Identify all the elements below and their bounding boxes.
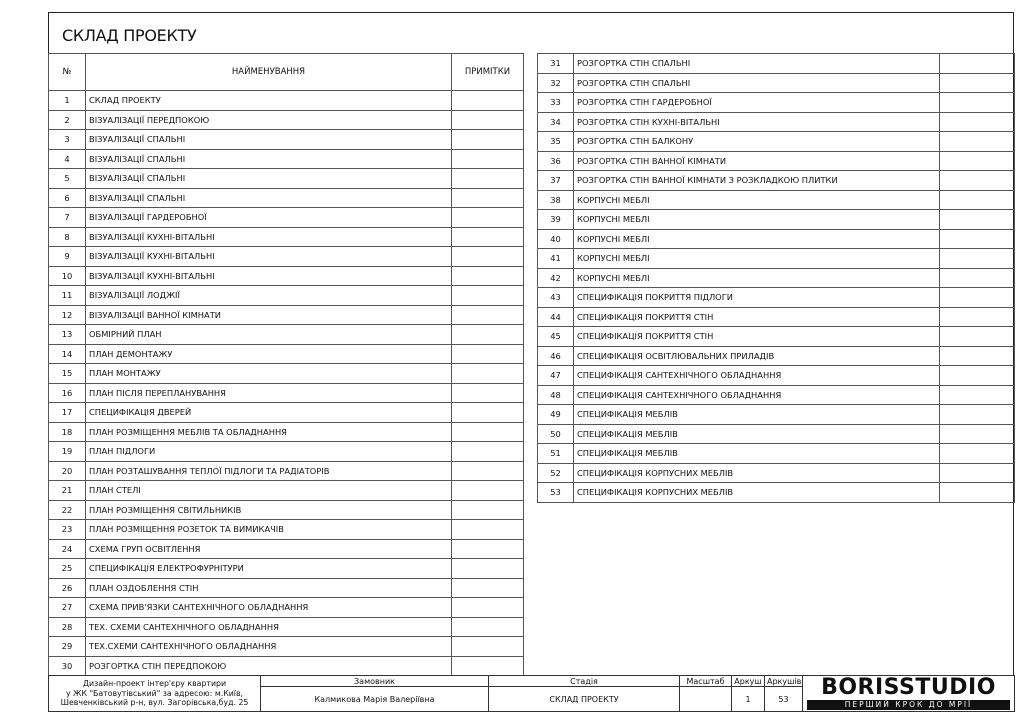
row-notes: [452, 520, 524, 540]
table-row: [538, 151, 1015, 171]
row-number: 52: [538, 463, 574, 483]
row-number: 39: [538, 210, 574, 230]
table-row: [49, 208, 524, 228]
row-notes: [940, 171, 1015, 191]
row-title: СПЕЦИФІКАЦІЯ ЕЛЕКТРОФУРНІТУРИ: [86, 559, 452, 579]
table-row: [49, 364, 524, 384]
table-row: [49, 637, 524, 657]
row-notes: [940, 405, 1015, 425]
row-title: РОЗГОРТКА СТІН ВАННОЇ КІМНАТИ: [574, 151, 940, 171]
row-number: 31: [538, 54, 574, 74]
row-title: ПЛАН РОЗТАШУВАННЯ ТЕПЛОЇ ПІДЛОГИ ТА РАДІАТОРІВ: [86, 461, 452, 481]
row-title: ТЕХ. СХЕМИ САНТЕХНІЧНОГО ОБЛАДНАННЯ: [86, 617, 452, 637]
row-notes: [452, 364, 524, 384]
row-number: 32: [538, 73, 574, 93]
logo-tagline: ПЕРШИЙ КРОК ДО МРІЇ: [807, 700, 1010, 710]
table-row: [49, 481, 524, 501]
row-title: РОЗГОРТКА СТІН СПАЛЬНІ: [574, 73, 940, 93]
row-notes: [940, 346, 1015, 366]
row-title: СПЕЦИФІКАЦІЯ САНТЕХНІЧНОГО ОБЛАДНАННЯ: [574, 366, 940, 386]
row-number: 46: [538, 346, 574, 366]
row-number: 48: [538, 385, 574, 405]
table-row: [538, 444, 1015, 464]
table-row: [538, 405, 1015, 425]
row-notes: [940, 288, 1015, 308]
header-name: НАЙМЕНУВАННЯ: [86, 54, 452, 91]
row-title: РОЗГОРТКА СТІН ГАРДЕРОБНОЇ: [574, 93, 940, 113]
row-number: 38: [538, 190, 574, 210]
table-row: [49, 247, 524, 267]
contents-table-right: [537, 53, 1015, 503]
row-notes: [452, 422, 524, 442]
row-title: ПЛАН РОЗМІЩЕННЯ СВІТИЛЬНИКІВ: [86, 500, 452, 520]
row-number: 44: [538, 307, 574, 327]
client-label: Замовник: [261, 676, 489, 687]
row-notes: [452, 130, 524, 150]
sheet-label: Аркуш: [732, 676, 765, 687]
table-row: [49, 559, 524, 579]
row-number: 2: [49, 110, 86, 130]
row-number: 29: [49, 637, 86, 657]
row-title: ВІЗУАЛІЗАЦІЇ ГАРДЕРОБНОЇ: [86, 208, 452, 228]
table-row: [538, 93, 1015, 113]
row-number: 23: [49, 520, 86, 540]
row-title: КОРПУСНІ МЕБЛІ: [574, 190, 940, 210]
row-number: 20: [49, 461, 86, 481]
table-row: [49, 130, 524, 150]
table-row: [49, 442, 524, 462]
row-title: ВІЗУАЛІЗАЦІЇ СПАЛЬНІ: [86, 149, 452, 169]
row-title: КОРПУСНІ МЕБЛІ: [574, 268, 940, 288]
row-title: ОБМІРНИЙ ПЛАН: [86, 325, 452, 345]
row-title: СПЕЦИФІКАЦІЯ ОСВІТЛЮВАЛЬНИХ ПРИЛАДІВ: [574, 346, 940, 366]
row-title: СПЕЦИФІКАЦІЯ МЕБЛІВ: [574, 424, 940, 444]
table-row: [538, 307, 1015, 327]
row-number: 22: [49, 500, 86, 520]
row-title: ВІЗУАЛІЗАЦІЇ КУХНІ-ВІТАЛЬНІ: [86, 266, 452, 286]
row-number: 13: [49, 325, 86, 345]
row-title: СКЛАД ПРОЕКТУ: [86, 91, 452, 111]
table-row: [49, 383, 524, 403]
row-notes: [452, 149, 524, 169]
row-notes: [452, 247, 524, 267]
row-number: 5: [49, 169, 86, 189]
stage-value: СКЛАД ПРОЕКТУ: [489, 687, 680, 712]
stage-label: Стадія: [489, 676, 680, 687]
page-title: СКЛАД ПРОЕКТУ: [62, 26, 197, 45]
header-notes: ПРИМІТКИ: [452, 54, 524, 91]
table-row: [49, 617, 524, 637]
row-title: ПЛАН ДЕМОНТАЖУ: [86, 344, 452, 364]
sheets-label: Аркушів: [765, 676, 803, 687]
row-title: КОРПУСНІ МЕБЛІ: [574, 210, 940, 230]
row-title: ВІЗУАЛІЗАЦІЇ СПАЛЬНІ: [86, 130, 452, 150]
table-row: [49, 91, 524, 111]
row-number: 10: [49, 266, 86, 286]
row-title: СХЕМА ПРИВ'ЯЗКИ САНТЕХНІЧНОГО ОБЛАДНАННЯ: [86, 598, 452, 618]
row-notes: [940, 210, 1015, 230]
table-row: [49, 403, 524, 423]
row-notes: [940, 444, 1015, 464]
row-notes: [452, 208, 524, 228]
row-notes: [452, 500, 524, 520]
row-number: 18: [49, 422, 86, 442]
row-title: СПЕЦИФІКАЦІЯ САНТЕХНІЧНОГО ОБЛАДНАННЯ: [574, 385, 940, 405]
table-row: [49, 520, 524, 540]
contents-table-left: [48, 53, 524, 676]
sheets-value: 53: [765, 687, 803, 712]
row-notes: [452, 325, 524, 345]
row-title: ТЕХ.СХЕМИ САНТЕХНІЧНОГО ОБЛАДНАННЯ: [86, 637, 452, 657]
title-block: [48, 675, 1014, 712]
row-notes: [452, 481, 524, 501]
table-row: [49, 598, 524, 618]
table-row: [49, 286, 524, 306]
row-title: СПЕЦИФІКАЦІЯ ПОКРИТТЯ СТІН: [574, 327, 940, 347]
table-row: [538, 73, 1015, 93]
row-title: ВІЗУАЛІЗАЦІЇ СПАЛЬНІ: [86, 169, 452, 189]
row-notes: [940, 132, 1015, 152]
row-number: 30: [49, 656, 86, 676]
row-notes: [452, 344, 524, 364]
row-notes: [940, 366, 1015, 386]
table-row: [49, 266, 524, 286]
row-number: 43: [538, 288, 574, 308]
row-title: ВІЗУАЛІЗАЦІЇ ПЕРЕДПОКОЮ: [86, 110, 452, 130]
row-title: ПЛАН ПІДЛОГИ: [86, 442, 452, 462]
row-notes: [940, 151, 1015, 171]
row-title: ВІЗУАЛІЗАЦІЇ ВАННОЇ КІМНАТИ: [86, 305, 452, 325]
table-row: [538, 288, 1015, 308]
row-title: СПЕЦИФІКАЦІЯ КОРПУСНИХ МЕБЛІВ: [574, 483, 940, 503]
row-notes: [452, 91, 524, 111]
studio-logo: [803, 676, 1015, 712]
table-row: [49, 461, 524, 481]
row-number: 25: [49, 559, 86, 579]
row-number: 41: [538, 249, 574, 269]
project-desc-line-1: Дизайн-проект інтер'єру квартири: [82, 679, 227, 689]
row-notes: [940, 307, 1015, 327]
row-number: 40: [538, 229, 574, 249]
row-notes: [452, 286, 524, 306]
row-notes: [452, 403, 524, 423]
row-number: 26: [49, 578, 86, 598]
row-notes: [452, 578, 524, 598]
table-row: [538, 424, 1015, 444]
row-notes: [452, 305, 524, 325]
row-number: 37: [538, 171, 574, 191]
row-number: 6: [49, 188, 86, 208]
row-notes: [940, 483, 1015, 503]
row-title: РОЗГОРТКА СТІН КУХНІ-ВІТАЛЬНІ: [574, 112, 940, 132]
row-title: РОЗГОРТКА СТІН ПЕРЕДПОКОЮ: [86, 656, 452, 676]
row-title: ВІЗУАЛІЗАЦІЇ КУХНІ-ВІТАЛЬНІ: [86, 247, 452, 267]
row-notes: [940, 327, 1015, 347]
row-notes: [452, 656, 524, 676]
row-notes: [940, 54, 1015, 74]
header-num: №: [49, 54, 86, 91]
row-number: 24: [49, 539, 86, 559]
row-notes: [940, 112, 1015, 132]
row-title: ПЛАН МОНТАЖУ: [86, 364, 452, 384]
row-title: ВІЗУАЛІЗАЦІЇ КУХНІ-ВІТАЛЬНІ: [86, 227, 452, 247]
row-number: 14: [49, 344, 86, 364]
row-notes: [452, 461, 524, 481]
row-title: СПЕЦИФІКАЦІЯ МЕБЛІВ: [574, 444, 940, 464]
row-title: ПЛАН РОЗМІЩЕННЯ МЕБЛІВ ТА ОБЛАДНАННЯ: [86, 422, 452, 442]
row-title: ПЛАН ОЗДОБЛЕННЯ СТІН: [86, 578, 452, 598]
table-row: [538, 385, 1015, 405]
table-row: [49, 539, 524, 559]
row-notes: [940, 268, 1015, 288]
table-header-row: [49, 54, 524, 91]
scale-value: [680, 687, 732, 712]
table-row: [49, 500, 524, 520]
row-notes: [452, 617, 524, 637]
table-row: [49, 227, 524, 247]
row-number: 3: [49, 130, 86, 150]
row-title: ПЛАН ПІСЛЯ ПЕРЕПЛАНУВАННЯ: [86, 383, 452, 403]
row-title: СПЕЦИФІКАЦІЯ ПОКРИТТЯ СТІН: [574, 307, 940, 327]
row-notes: [452, 559, 524, 579]
row-number: 35: [538, 132, 574, 152]
row-number: 21: [49, 481, 86, 501]
table-row: [538, 171, 1015, 191]
row-notes: [940, 385, 1015, 405]
sheet-value: 1: [732, 687, 765, 712]
table-row: [538, 132, 1015, 152]
project-description: [49, 676, 261, 712]
table-row: [538, 268, 1015, 288]
table-row: [49, 578, 524, 598]
row-number: 1: [49, 91, 86, 111]
row-number: 53: [538, 483, 574, 503]
row-number: 45: [538, 327, 574, 347]
table-row: [49, 422, 524, 442]
table-row: [538, 54, 1015, 74]
table-row: [538, 463, 1015, 483]
row-number: 28: [49, 617, 86, 637]
table-row: [49, 325, 524, 345]
client-value: Калмикова Марія Валеріївна: [261, 687, 489, 712]
row-number: 9: [49, 247, 86, 267]
table-row: [538, 210, 1015, 230]
row-number: 34: [538, 112, 574, 132]
scale-label: Масштаб: [680, 676, 732, 687]
row-number: 27: [49, 598, 86, 618]
row-notes: [452, 188, 524, 208]
logo-text: BORISSTUDIO: [821, 675, 996, 700]
table-row: [538, 366, 1015, 386]
row-number: 11: [49, 286, 86, 306]
row-title: КОРПУСНІ МЕБЛІ: [574, 249, 940, 269]
table-row: [538, 327, 1015, 347]
row-number: 17: [49, 403, 86, 423]
row-number: 12: [49, 305, 86, 325]
row-notes: [452, 266, 524, 286]
row-title: ВІЗУАЛІЗАЦІЇ ЛОДЖІЇ: [86, 286, 452, 306]
table-row: [538, 483, 1015, 503]
table-row: [49, 656, 524, 676]
row-number: 36: [538, 151, 574, 171]
row-title: РОЗГОРТКА СТІН СПАЛЬНІ: [574, 54, 940, 74]
row-number: 7: [49, 208, 86, 228]
row-number: 49: [538, 405, 574, 425]
row-title: КОРПУСНІ МЕБЛІ: [574, 229, 940, 249]
table-row: [49, 169, 524, 189]
project-desc-line-2: у ЖК "Батовутівський" за адресою: м.Київ,: [65, 688, 244, 698]
row-number: 33: [538, 93, 574, 113]
row-notes: [452, 169, 524, 189]
row-number: 50: [538, 424, 574, 444]
row-number: 15: [49, 364, 86, 384]
row-number: 16: [49, 383, 86, 403]
row-title: РОЗГОРТКА СТІН ВАННОЇ КІМНАТИ З РОЗКЛАДКОЮ ПЛИТКИ: [574, 171, 940, 191]
row-notes: [452, 539, 524, 559]
row-notes: [452, 110, 524, 130]
row-title: РОЗГОРТКА СТІН БАЛКОНУ: [574, 132, 940, 152]
row-title: СПЕЦИФІКАЦІЯ МЕБЛІВ: [574, 405, 940, 425]
table-row: [49, 188, 524, 208]
row-number: 8: [49, 227, 86, 247]
row-notes: [940, 229, 1015, 249]
row-title: СХЕМА ГРУП ОСВІТЛЕННЯ: [86, 539, 452, 559]
row-notes: [452, 442, 524, 462]
row-title: СПЕЦИФІКАЦІЯ КОРПУСНИХ МЕБЛІВ: [574, 463, 940, 483]
table-row: [49, 305, 524, 325]
row-title: ПЛАН РОЗМІЩЕННЯ РОЗЕТОК ТА ВИМИКАЧІВ: [86, 520, 452, 540]
row-number: 47: [538, 366, 574, 386]
row-notes: [940, 424, 1015, 444]
row-notes: [940, 190, 1015, 210]
row-title: ВІЗУАЛІЗАЦІЇ СПАЛЬНІ: [86, 188, 452, 208]
table-row: [538, 346, 1015, 366]
row-notes: [452, 227, 524, 247]
table-row: [49, 344, 524, 364]
row-number: 42: [538, 268, 574, 288]
project-desc-line-3: Шевченківський р-н, вул. Загорівська,буд. 25: [60, 698, 249, 708]
table-row: [49, 149, 524, 169]
row-notes: [940, 463, 1015, 483]
row-notes: [452, 383, 524, 403]
table-row: [538, 190, 1015, 210]
row-number: 4: [49, 149, 86, 169]
row-number: 51: [538, 444, 574, 464]
row-notes: [940, 249, 1015, 269]
row-notes: [940, 93, 1015, 113]
row-title: СПЕЦИФІКАЦІЯ ДВЕРЕЙ: [86, 403, 452, 423]
row-title: СПЕЦИФІКАЦІЯ ПОКРИТТЯ ПІДЛОГИ: [574, 288, 940, 308]
row-notes: [940, 73, 1015, 93]
row-title: ПЛАН СТЕЛІ: [86, 481, 452, 501]
row-notes: [452, 598, 524, 618]
row-number: 19: [49, 442, 86, 462]
table-row: [538, 249, 1015, 269]
table-row: [538, 229, 1015, 249]
table-row: [538, 112, 1015, 132]
table-row: [49, 110, 524, 130]
row-notes: [452, 637, 524, 657]
